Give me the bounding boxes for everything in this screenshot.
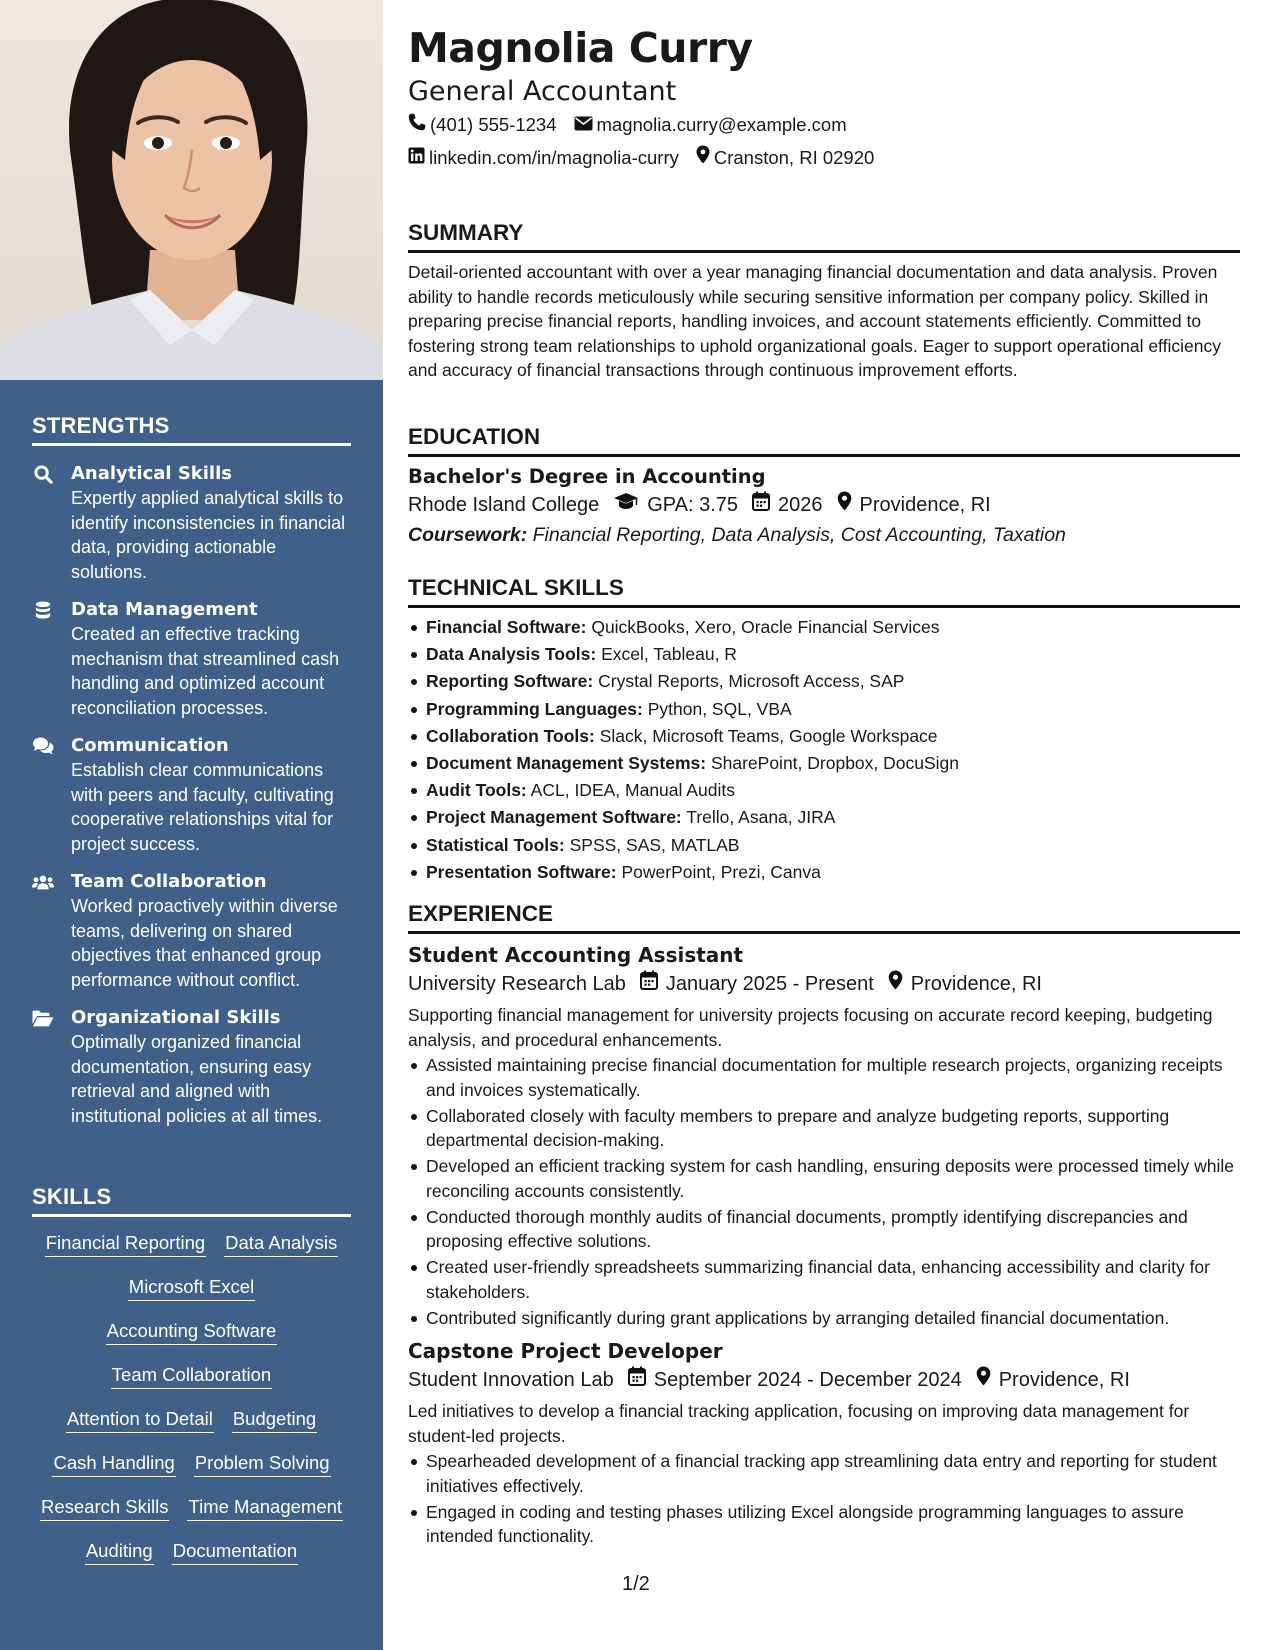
list-item [408, 750, 1240, 777]
strength-description: Establish clear communications with peers and faculty, cultivating cooperative relationships vital for project success. [71, 760, 334, 854]
strengths-heading: STRENGTHS [32, 413, 351, 446]
skill-tag: Data Analysis [224, 1231, 338, 1257]
strength-title: Data Management [71, 599, 258, 620]
location-text: Providence, RI [998, 1369, 1130, 1391]
map-marker-icon [976, 1365, 999, 1395]
skill-tag: Accounting Software [106, 1319, 278, 1345]
skill-tag: Research Skills [40, 1495, 170, 1521]
experience-section [408, 900, 1240, 1550]
sidebar [0, 0, 383, 1650]
skill-tag: Time Management [187, 1495, 343, 1521]
job-title: Capstone Project Developer [408, 1339, 723, 1363]
folder-open-icon [32, 1008, 54, 1028]
skill-category: Presentation Software: [426, 861, 617, 882]
candidate-name: Magnolia Curry [408, 24, 753, 72]
job-dates [640, 969, 874, 999]
strength-description: Optimally organized financial documentation, ensuring easy retrieval and aligned with institutional policies at all times. [71, 1032, 323, 1126]
list-item: Created user-friendly spreadsheets summarizing financial data, enhancing accessibility and clarity for stakeholders. [408, 1255, 1240, 1304]
strength-description: Created an effective tracking mechanism that streamlined cash handling and optimized account reconciliation processes. [71, 624, 340, 718]
location-text: Cranston, RI 02920 [713, 146, 875, 168]
map-marker-icon [888, 969, 911, 999]
skills-row [32, 1319, 351, 1345]
skill-values: Python, SQL, VBA [647, 698, 792, 719]
phone-number: (401) 555-1234 [430, 114, 557, 135]
job-bullets [408, 1053, 1240, 1330]
graduation-cap-icon [613, 490, 647, 520]
calendar-icon [640, 969, 666, 999]
strength-item [32, 734, 351, 856]
skill-category: Audit Tools: [426, 780, 527, 801]
search-icon [32, 464, 54, 484]
skill-values: SharePoint, Dropbox, DocuSign [710, 753, 960, 774]
skill-tag: Problem Solving [194, 1451, 331, 1477]
page-number: 1/2 [622, 1573, 650, 1595]
dates-text: September 2024 - December 2024 [653, 1369, 962, 1391]
list-item [408, 723, 1240, 750]
contact-email[interactable] [574, 113, 847, 137]
coursework-label: Coursework: [408, 524, 528, 546]
coursework-list: Financial Reporting, Data Analysis, Cost Accounting, Taxation [532, 524, 1066, 546]
list-item [408, 804, 1240, 831]
list-item [408, 696, 1240, 723]
education-section [408, 423, 1240, 550]
skills-row [32, 1363, 351, 1389]
phone-icon [408, 113, 430, 137]
list-item: Engaged in coding and testing phases utilizing Excel alongside programming languages to assure intended functionality. [408, 1500, 1240, 1549]
job-description: Led initiatives to develop a financial tracking application, focusing on improving data management for student-led projects. [408, 1401, 1190, 1446]
technical-skills-heading: TECHNICAL SKILLS [408, 574, 1240, 608]
job-location [888, 969, 1042, 999]
skill-values: Excel, Tableau, R [601, 644, 737, 665]
contact-line-2 [408, 145, 891, 170]
contact-line-1 [408, 113, 864, 137]
skill-values: ACL, IDEA, Manual Audits [530, 780, 735, 801]
skill-category: Collaboration Tools: [426, 725, 595, 746]
skills-row [32, 1539, 351, 1565]
strength-description: Expertly applied analytical skills to identify inconsistencies in financial data, providing actionable solutions. [71, 488, 346, 582]
dates-text: January 2025 - Present [665, 973, 874, 995]
education-year [752, 490, 823, 520]
strengths-list [32, 462, 351, 1128]
skill-category: Document Management Systems: [426, 753, 707, 774]
email-address: magnolia.curry@example.com [596, 114, 847, 135]
education-meta [408, 490, 1240, 520]
job-location [976, 1365, 1130, 1395]
degree-title: Bachelor's Degree in Accounting [408, 465, 766, 488]
skills-list [32, 1231, 351, 1565]
skill-tag: Cash Handling [52, 1451, 175, 1477]
skills-row [32, 1231, 351, 1257]
technical-skills-section [408, 574, 1240, 886]
list-item: Collaborated closely with faculty members to prepare and analyze budgeting reports, supporting departmental decision-making. [408, 1104, 1240, 1153]
list-item [408, 832, 1240, 859]
calendar-icon [628, 1365, 654, 1395]
job-organization [408, 1365, 614, 1395]
skill-category: Reporting Software: [426, 671, 594, 692]
users-icon [32, 872, 54, 892]
job-entry [408, 1337, 1240, 1549]
list-item [408, 859, 1240, 886]
map-marker-icon [696, 145, 714, 170]
skill-category: Statistical Tools: [426, 834, 565, 855]
job-entry [408, 941, 1240, 1330]
skill-category: Financial Software: [426, 617, 587, 637]
skills-row [32, 1407, 351, 1433]
skills-row [32, 1451, 351, 1477]
list-item [408, 614, 1240, 641]
list-item: Developed an efficient tracking system for cash handling, ensuring deposits were processed timely while reconciling accounts consistently. [408, 1154, 1240, 1203]
list-item [408, 668, 1240, 695]
job-organization [408, 969, 626, 999]
database-icon [32, 600, 54, 620]
job-description: Supporting financial management for university projects focusing on accurate record keeping, budgeting analysis, and procedural enhancements. [408, 1005, 1213, 1050]
skill-tag: Attention to Detail [66, 1407, 214, 1433]
job-meta [408, 1365, 1240, 1395]
education-location [837, 490, 991, 520]
linkedin-icon [408, 146, 429, 170]
organization-text: University Research Lab [408, 973, 626, 995]
envelope-icon [574, 113, 597, 137]
comments-icon [32, 736, 54, 756]
technical-skills-list [408, 614, 1240, 886]
contact-phone [408, 113, 557, 137]
job-bullets [408, 1449, 1240, 1549]
skill-tag: Team Collaboration [111, 1363, 272, 1389]
skill-tag: Documentation [172, 1539, 298, 1565]
skill-tag: Microsoft Excel [128, 1275, 255, 1301]
strength-description: Worked proactively within diverse teams, delivering on shared objectives that enhanced group performance without conflict. [71, 896, 338, 990]
skill-values: QuickBooks, Xero, Oracle Financial Services [591, 617, 940, 637]
strength-title: Team Collaboration [71, 871, 267, 892]
strength-title: Communication [71, 735, 229, 756]
strength-item [32, 598, 351, 720]
skill-values: PowerPoint, Prezi, Canva [621, 861, 821, 882]
location-text: Providence, RI [859, 494, 991, 516]
skills-row [32, 1495, 351, 1521]
list-item: Contributed significantly during grant applications by arranging detailed financial documentation. [408, 1306, 1240, 1331]
contact-location [696, 145, 874, 170]
skill-values: SPSS, SAS, MATLAB [569, 834, 740, 855]
strength-item [32, 870, 351, 992]
job-meta [408, 969, 1240, 999]
map-marker-icon [837, 490, 860, 520]
skill-values: Trello, Asana, JIRA [686, 807, 836, 828]
skill-values: Crystal Reports, Microsoft Access, SAP [598, 671, 905, 692]
school-text: Rhode Island College [408, 494, 600, 516]
skills-section [32, 1184, 351, 1565]
summary-section [408, 219, 1240, 383]
skill-category: Programming Languages: [426, 698, 643, 719]
school-name [408, 490, 599, 520]
experience-heading: EXPERIENCE [408, 900, 1240, 934]
job-title: Student Accounting Assistant [408, 943, 744, 967]
profile-photo [0, 0, 383, 380]
job-dates [628, 1365, 962, 1395]
list-item: Assisted maintaining precise financial documentation for multiple research projects, organizing receipts and invoices systematically. [408, 1053, 1240, 1102]
strength-item [32, 1006, 351, 1128]
contact-linkedin[interactable] [408, 146, 679, 170]
list-item [408, 641, 1240, 668]
linkedin-url: linkedin.com/in/magnolia-curry [429, 146, 679, 168]
skill-values: Slack, Microsoft Teams, Google Workspace [599, 725, 938, 746]
strength-title: Analytical Skills [71, 463, 232, 484]
skill-category: Data Analysis Tools: [426, 644, 597, 665]
year-text: 2026 [778, 494, 823, 516]
summary-text: Detail-oriented accountant with over a year managing financial documentation and data analysis. Proven ability to handle records meticulously while securing sensitive information per company policy. Skilled in preparing precise financial reports, handling invoices, and account statements efficiently. Committed to fostering strong team relationships to uphold organizational goals. Eager to support operational efficiency and accuracy of financial transactions through continuous improvement efforts. [408, 262, 1221, 380]
list-item: Conducted thorough monthly audits of financial documents, promptly identifying discrepancies and proposing effective solutions. [408, 1205, 1240, 1254]
location-text: Providence, RI [910, 973, 1042, 995]
summary-heading: SUMMARY [408, 219, 1240, 253]
education-gpa [613, 490, 738, 520]
skill-tag: Financial Reporting [45, 1231, 206, 1257]
skills-heading: SKILLS [32, 1184, 351, 1217]
organization-text: Student Innovation Lab [408, 1369, 614, 1391]
skill-category: Project Management Software: [426, 807, 682, 828]
coursework-line [408, 520, 1240, 550]
list-item [408, 777, 1240, 804]
gpa-text: GPA: 3.75 [647, 494, 739, 516]
strength-item [32, 462, 351, 584]
list-item: Spearheaded development of a financial tracking app streamlining data entry and reporting for student initiatives effectively. [408, 1449, 1240, 1498]
calendar-icon [752, 490, 778, 520]
education-heading: EDUCATION [408, 423, 1240, 457]
strengths-section [32, 413, 351, 1128]
skills-row [32, 1275, 351, 1301]
strength-title: Organizational Skills [71, 1007, 281, 1028]
candidate-title: General Accountant [408, 76, 677, 107]
skill-tag: Auditing [85, 1539, 154, 1565]
skill-tag: Budgeting [232, 1407, 317, 1433]
